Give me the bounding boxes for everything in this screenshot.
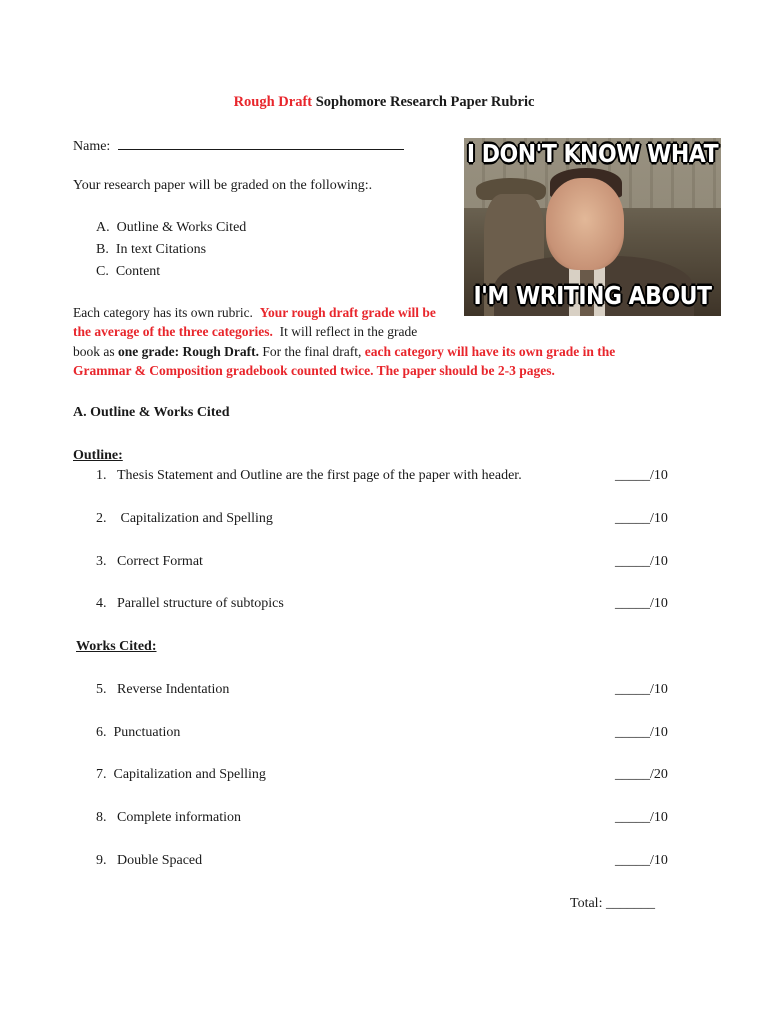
score-blank-2[interactable]: _____/10 [615,511,668,526]
meme-bottom-text: I'M WRITING ABOUT [473,282,712,311]
item-number: 8. [96,810,107,825]
rubric-item-8 [96,810,241,826]
rubric-item-2 [96,511,273,527]
title-prefix: Rough Draft [233,94,313,110]
para-bold: one grade: Rough Draft. [118,344,259,359]
item-number: 2. [96,511,107,526]
rubric-item-1 [96,468,522,484]
category-letter: C. [96,264,109,279]
item-number: 7. [96,767,107,782]
category-letter: A. [96,220,110,235]
category-label: Content [115,264,161,279]
rubric-item-5 [96,682,229,698]
item-label: Thesis Statement and Outline are the first page of the paper with header. [117,468,522,483]
score-blank-1[interactable]: _____/10 [615,468,668,483]
item-label: Complete information [117,810,242,825]
title-rest: Sophomore Research Paper Rubric [312,94,535,110]
para-text: Each category has its own rubric. [73,305,253,320]
category-a [96,220,246,236]
works-cited-heading: Works Cited: [76,639,157,654]
score-blank-3[interactable]: _____/10 [615,554,668,569]
para-line-4 [73,363,555,379]
meme-top-text: I DON'T KNOW WHAT [466,140,719,169]
score-blank-7[interactable]: _____/20 [615,767,668,782]
item-label: Parallel structure of subtopics [117,596,284,611]
item-number: 6. [96,725,107,740]
item-label: Reverse Indentation [117,682,230,697]
item-number: 9. [96,853,107,868]
item-label: Capitalization and Spelling [113,767,266,782]
para-line-2 [73,324,417,340]
para-line-1 [73,305,436,321]
category-letter: B. [96,242,109,257]
para-text: book as [73,344,118,359]
total-line[interactable] [570,896,655,912]
rubric-item-4 [96,596,284,612]
total-label: Total: [570,896,603,911]
category-label: Outline & Works Cited [116,220,247,235]
item-number: 4. [96,596,107,611]
meme-image [464,138,721,316]
item-label: Double Spaced [117,853,203,868]
para-emphasis: Grammar & Composition gradebook counted twice. The paper should be 2-3 pages. [73,363,555,378]
para-emphasis: each category will have its own grade in the [364,344,616,359]
category-b [96,242,206,258]
page-title [0,94,768,111]
rubric-item-7 [96,767,266,783]
name-line[interactable] [73,137,404,155]
para-emphasis: the average of the three categories. [73,324,273,339]
item-number: 1. [96,468,107,483]
score-blank-9[interactable]: _____/10 [615,853,668,868]
intro-text: Your research paper will be graded on the following:. [73,178,373,193]
item-label: Punctuation [113,725,181,740]
score-blank-6[interactable]: _____/10 [615,725,668,740]
item-number: 5. [96,682,107,697]
item-number: 3. [96,554,107,569]
para-emphasis: Your rough draft grade will be [259,305,436,320]
section-a-heading: A. Outline & Works Cited [73,405,230,420]
outline-heading: Outline: [73,448,123,463]
rubric-item-6 [96,725,180,741]
para-text: It will reflect in the grade [279,324,418,339]
score-blank-4[interactable]: _____/10 [615,596,668,611]
rubric-item-9 [96,853,202,869]
score-blank-5[interactable]: _____/10 [615,682,668,697]
score-blank-8[interactable]: _____/10 [615,810,668,825]
category-label: In text Citations [115,242,207,257]
item-label: Capitalization and Spelling [120,511,273,526]
name-blank[interactable] [118,137,404,150]
category-c [96,264,160,280]
total-blank[interactable]: _______ [605,896,655,911]
meme-face [546,178,624,270]
rubric-item-3 [96,554,203,570]
item-label: Correct Format [117,554,203,569]
name-label: Name: [73,139,111,154]
para-text: For the final draft, [259,344,365,359]
para-line-3 [73,344,615,360]
